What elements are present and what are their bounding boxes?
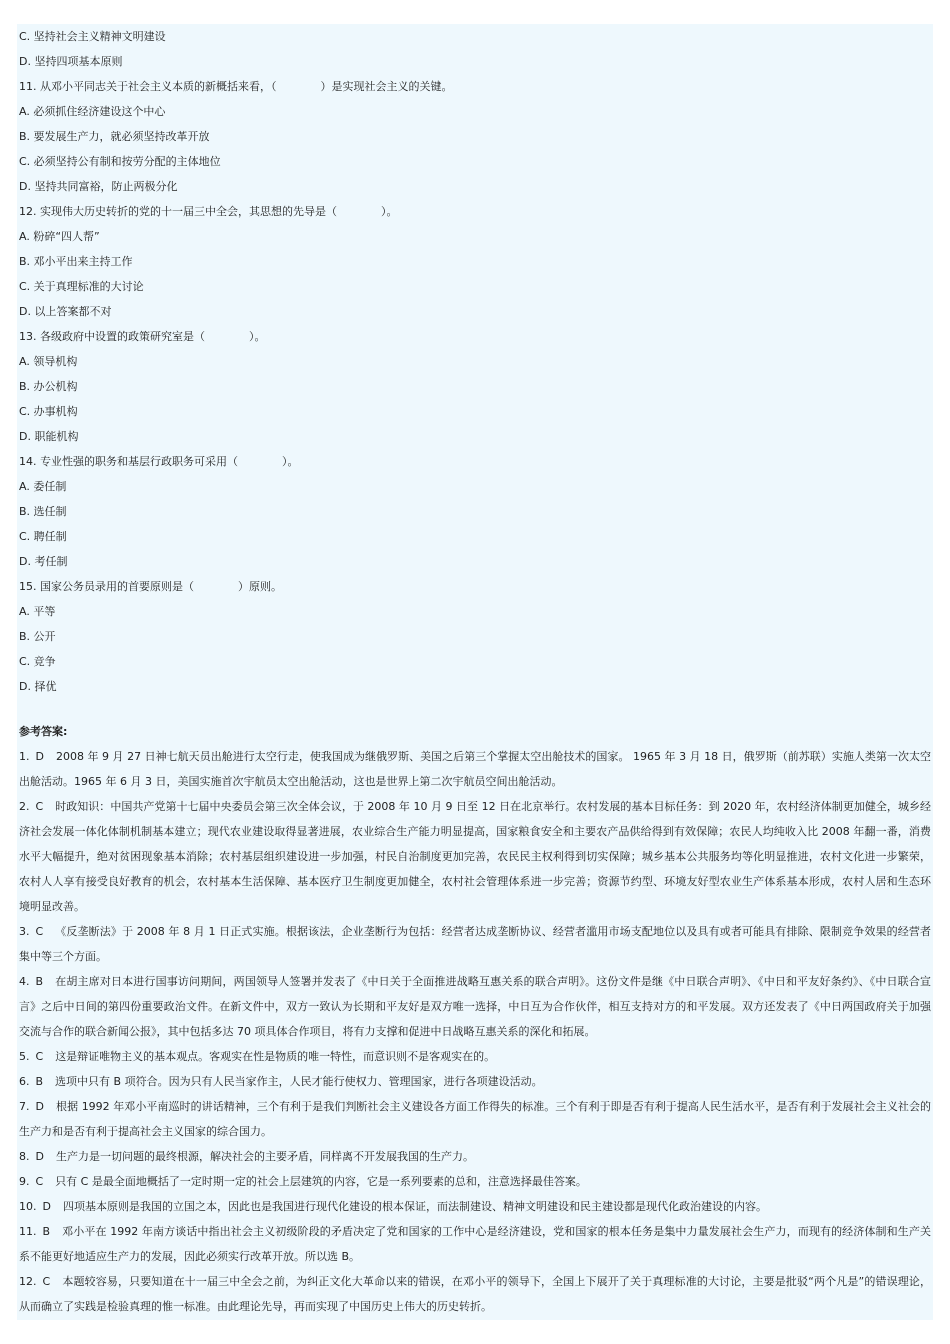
answer-explanation: 在胡主席对日本进行国事访问期间，两国领导人签署并发表了《中日关于全面推进战略互惠关系的联合声明》。这份文件是继《中日联合声明》、《中日和平友好条约》、《中日联合宣言》之后中日间的第四份重要政治文件。在新文件中，双方一致认为长期和平友好是双方唯一选择，中日互为合作伙伴，相互支持对方的和平发展。双方还发表了《中日两国政府关于加强交流与合作的联合新闻公报》，其中包括多达 70 项具体合作项目，将有力支撑和促进中日战略互惠关系的深化和拓展。 [19,975,931,1038]
question-line: D. 坚持四项基本原则 [19,55,123,68]
answer-number: 1. [19,750,30,763]
answer-explanation: 本题较容易，只要知道在十一届三中全会之前，为纠正文化大革命以来的错误，在邓小平的领导下，全国上下展开了关于真理标准的大讨论，主要是批驳“两个凡是”的错误理论，从而确立了实践是检验真理的惟一标准。由此理论先导，再而实现了中国历史上伟大的历史转折。 [19,1275,931,1313]
question-line: D. 考任制 [19,555,68,568]
question-line: C. 关于真理标准的大讨论 [19,280,144,293]
answer-letter: C [35,1175,44,1188]
answer-item [19,969,931,1044]
question-line: B. 选任制 [19,505,67,518]
answer-item [19,1044,931,1069]
question-line: A. 平等 [19,605,56,618]
answer-item [19,919,931,969]
question-line: D. 坚持共同富裕，防止两极分化 [19,180,178,193]
answer-list [19,744,931,1319]
answer-number: 2. [19,800,30,813]
question-line: D. 职能机构 [19,430,79,443]
answer-letter: D [35,750,44,763]
question-line: A. 委任制 [19,480,67,493]
answer-explanation: 选项中只有 B 项符合。因为只有人民当家作主，人民才能行使权力、管理国家，进行各项建设活动。 [55,1075,543,1088]
answer-item [19,1269,931,1319]
answer-number: 4. [19,975,30,988]
answer-number: 6. [19,1075,30,1088]
question-line: C. 坚持社会主义精神文明建设 [19,30,166,43]
question-line: 14. 专业性强的职务和基层行政职务可采用（ ）。 [19,455,299,468]
answer-explanation: 四项基本原则是我国的立国之本，因此也是我国进行现代化建设的根本保证，而法制建设、精神文明建设和民主建设都是现代化政治建设的内容。 [62,1200,767,1213]
answer-letter: D [42,1200,51,1213]
answer-letter: C [35,1050,44,1063]
answer-number: 3. [19,925,30,938]
answer-number: 9. [19,1175,30,1188]
question-line: C. 竞争 [19,655,56,668]
answer-explanation: 《反垄断法》于 2008 年 8 月 1 日正式实施。根据该法，企业垄断行为包括：经营者达成垄断协议、经营者滥用市场支配地位以及具有或者可能具有排除、限制竞争效果的经营者集中等三个方面。 [19,925,931,963]
question-line: D. 择优 [19,680,57,693]
answer-explanation: 这是辩证唯物主义的基本观点。客观实在性是物质的唯一特性，而意识则不是客观实在的。 [55,1050,496,1063]
answer-letter: B [35,1075,44,1088]
question-line: C. 必须坚持公有制和按劳分配的主体地位 [19,155,221,168]
answer-item [19,1094,931,1144]
answer-number: 12. [19,1275,37,1288]
question-line: A. 粉碎“四人帮” [19,230,100,243]
answer-number: 7. [19,1100,30,1113]
answer-letter: C [35,925,44,938]
answer-letter: C [35,800,44,813]
answer-item [19,1194,931,1219]
question-line: 15. 国家公务员录用的首要原则是（ ）原则。 [19,580,282,593]
answers-heading: 参考答案: [19,725,68,738]
answer-number: 5. [19,1050,30,1063]
answer-item [19,744,931,794]
answer-explanation: 时政知识：中国共产党第十七届中央委员会第三次全体会议，于 2008 年 10 月 9 日至 12 日在北京举行。农村发展的基本目标任务：到 2020 年，农村经济体制更加健全，城乡经济社会发展一体化体制机制基本建立；现代农业建设取得显著进展，农业综合生产能力明显提高，国家粮食安全和主要农产品供给得到有效保障；农民人均纯收入比 2008 年翻一番，消费水平大幅提升，绝对贫困现象基本消除；农村基层组织建设进一步加强，村民自治制度更加完善，农民民主权利得到切实保障；城乡基本公共服务均等化明显推进，农村文化进一步繁荣，农村人人享有接受良好教育的机会，农村基本生活保障、基本医疗卫生制度更加健全，农村社会管理体系进一步完善；资源节约型、环境友好型农业生产体系基本形成，农村人居和生态环境明显改善。 [19,800,931,913]
answer-explanation: 2008 年 9 月 27 日神七航天员出舱进行太空行走，使我国成为继俄罗斯、美国之后第三个掌握太空出舱技术的国家。 1965 年 3 月 18 日，俄罗斯（前苏联）实施人类第一次太空出舱活动。1965 年 6 月 3 日，美国实施首次宇航员太空出舱活动，这也是世界上第二次宇航员空间出舱活动。 [19,750,931,788]
question-line: 11. 从邓小平同志关于社会主义本质的新概括来看，（ ）是实现社会主义的关键。 [19,80,453,93]
question-line: 13. 各级政府中设置的政策研究室是（ ）。 [19,330,266,343]
answer-number: 8. [19,1150,30,1163]
answer-explanation: 邓小平在 1992 年南方谈话中指出社会主义初级阶段的矛盾决定了党和国家的工作中心是经济建设，党和国家的根本任务是集中力量发展社会生产力，而现有的经济体制和生产关系不能更好地适应生产力的发展，因此必须实行改革开放。所以选 B。 [19,1225,931,1263]
answer-number: 10. [19,1200,37,1213]
answer-letter: D [35,1150,44,1163]
answer-explanation: 根据 1992 年邓小平南巡时的讲话精神，三个有利于是我们判断社会主义建设各方面工作得失的标准。三个有利于即是否有利于提高人民生活水平，是否有利于发展社会主义社会的生产力和是否有利于提高社会主义国家的综合国力。 [19,1100,931,1138]
answer-item [19,1069,931,1094]
answer-item [19,1144,931,1169]
answer-letter: C [42,1275,51,1288]
question-line: 12. 实现伟大历史转折的党的十一届三中全会，其思想的先导是（ ）。 [19,205,398,218]
answer-explanation: 生产力是一切问题的最终根源，解决社会的主要矛盾，同样离不开发展我国的生产力。 [55,1150,474,1163]
document-page [17,24,933,1320]
question-line: A. 领导机构 [19,355,78,368]
answer-item [19,794,931,919]
answer-item [19,1219,931,1269]
question-line: B. 要发展生产力，就必须坚持改革开放 [19,130,210,143]
question-line: B. 邓小平出来主持工作 [19,255,133,268]
answer-explanation: 只有 C 是最全面地概括了一定时期一定的社会上层建筑的内容，它是一系列要素的总和，注意选择最佳答案。 [55,1175,587,1188]
question-line: C. 办事机构 [19,405,78,418]
answer-letter: B [42,1225,51,1238]
question-line: A. 必须抓住经济建设这个中心 [19,105,166,118]
question-line: C. 聘任制 [19,530,67,543]
section-gap [19,699,931,719]
answer-number: 11. [19,1225,37,1238]
question-list [19,24,931,699]
question-line: B. 办公机构 [19,380,78,393]
answer-letter: D [35,1100,44,1113]
question-line: B. 公开 [19,630,56,643]
document-content [17,24,933,1319]
question-line: D. 以上答案都不对 [19,305,112,318]
answer-letter: B [35,975,44,988]
answer-item [19,1169,931,1194]
